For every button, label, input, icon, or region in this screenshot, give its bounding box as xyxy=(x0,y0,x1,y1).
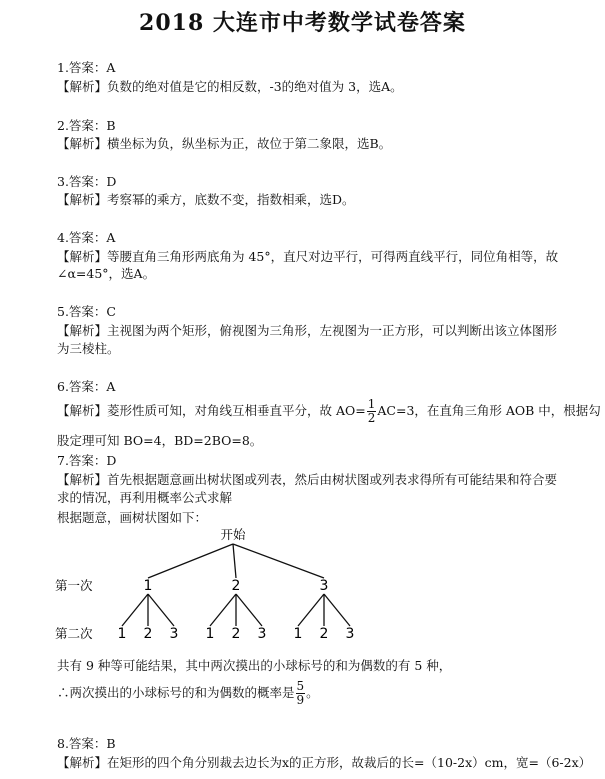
analysis-7-tree-intro: 根据题意，画树状图如下： xyxy=(57,510,208,525)
analysis-8: 【解析】在矩形的四个角分别裁去边长为x的正方形，故裁后的长=（10-2x）cm，宽=（6-2x） xyxy=(57,755,592,770)
tree-edge-2-1 xyxy=(210,594,236,626)
tree-level1-label: 第一次 xyxy=(55,578,93,593)
tree-edge-root-2 xyxy=(233,544,236,578)
conclusion-7-2-pre: ∴两次摸出的小球标号的和为偶数的概率是 xyxy=(57,685,295,700)
analysis-1: 【解析】负数的绝对值是它的相反数，-3的绝对值为 3，选A。 xyxy=(57,79,403,94)
tree-edge-root-3 xyxy=(233,544,324,578)
tree-node-second-1: 1 xyxy=(117,626,127,642)
tree-edge-3-3 xyxy=(324,594,350,626)
analysis-7: 【解析】首先根据题意画出树状图或列表，然后由树状图或列表求得所有可能结果和符合要 xyxy=(57,472,558,487)
analysis-2: 【解析】横坐标为负，纵坐标为正，故位于第二象限，选B。 xyxy=(57,136,392,151)
tree-node-second-5: 2 xyxy=(231,626,241,642)
answer-8: 8.答案：B xyxy=(57,736,116,751)
tree-edge-1-3 xyxy=(148,594,174,626)
tree-node-first-2: 2 xyxy=(231,578,241,594)
fraction-five-ninths xyxy=(296,680,306,707)
analysis-7-cont: 求的情况，再利用概率公式求解 xyxy=(57,490,233,505)
analysis-4-cont: ∠α=45°，选A。 xyxy=(57,266,156,281)
analysis-5: 【解析】主视图为两个矩形，俯视图为三角形，左视图为一正方形，可以判断出该立体图形 xyxy=(57,323,558,338)
fraction-numerator: 1 xyxy=(367,397,376,411)
tree-diagram xyxy=(50,520,370,650)
fraction-denominator: 9 xyxy=(296,693,305,707)
fraction-denominator: 2 xyxy=(367,411,376,425)
tree-node-second-8: 2 xyxy=(319,626,329,642)
page-title: 2018 大连市中考数学试卷答案 xyxy=(139,10,466,36)
tree-node-first-1: 1 xyxy=(143,578,153,594)
tree-root-label: 开始 xyxy=(220,527,246,542)
answer-4: 4.答案：A xyxy=(57,230,116,245)
tree-node-second-3: 3 xyxy=(169,626,179,642)
tree-edge-root-1 xyxy=(148,544,233,578)
answer-6: 6.答案：A xyxy=(57,379,116,394)
conclusion-7-2 xyxy=(57,680,319,707)
tree-edge-1-1 xyxy=(122,594,148,626)
analysis-5-cont: 为三棱柱。 xyxy=(57,341,120,356)
tree-level2-label: 第二次 xyxy=(55,626,93,641)
analysis-3: 【解析】考察幂的乘方，底数不变，指数相乘，选D。 xyxy=(57,192,355,207)
answer-7: 7.答案：D xyxy=(57,453,117,468)
tree-node-second-7: 1 xyxy=(293,626,303,642)
fraction-one-half xyxy=(367,398,377,425)
tree-node-second-9: 3 xyxy=(345,626,355,642)
analysis-4: 【解析】等腰直角三角形两底角为 45°，直尺对边平行，可得两直线平行，同位角相等，故 xyxy=(57,249,559,264)
answer-1: 1.答案：A xyxy=(57,60,116,75)
tree-node-second-4: 1 xyxy=(205,626,215,642)
answer-3: 3.答案：D xyxy=(57,174,117,189)
analysis-6-cont: 股定理可知 BO=4，BD=2BO=8。 xyxy=(57,433,263,448)
tree-node-first-3: 3 xyxy=(319,578,329,594)
analysis-6-pre: 【解析】菱形性质可知，对角线互相垂直平分，故 AO= xyxy=(57,403,366,418)
tree-edge-2-3 xyxy=(236,594,262,626)
analysis-6-post: AC=3，在直角三角形 AOB 中，根据勾 xyxy=(377,403,601,418)
tree-node-second-2: 2 xyxy=(143,626,153,642)
tree-edge-3-1 xyxy=(298,594,324,626)
tree-node-second-6: 3 xyxy=(257,626,267,642)
analysis-6 xyxy=(57,398,601,425)
answer-2: 2.答案：B xyxy=(57,118,116,133)
conclusion-7-2-post: 。 xyxy=(306,685,319,700)
fraction-numerator: 5 xyxy=(296,679,305,693)
answer-5: 5.答案：C xyxy=(57,304,116,319)
conclusion-7-1: 共有 9 种等可能结果，其中两次摸出的小球标号的和为偶数的有 5 种， xyxy=(57,658,452,673)
